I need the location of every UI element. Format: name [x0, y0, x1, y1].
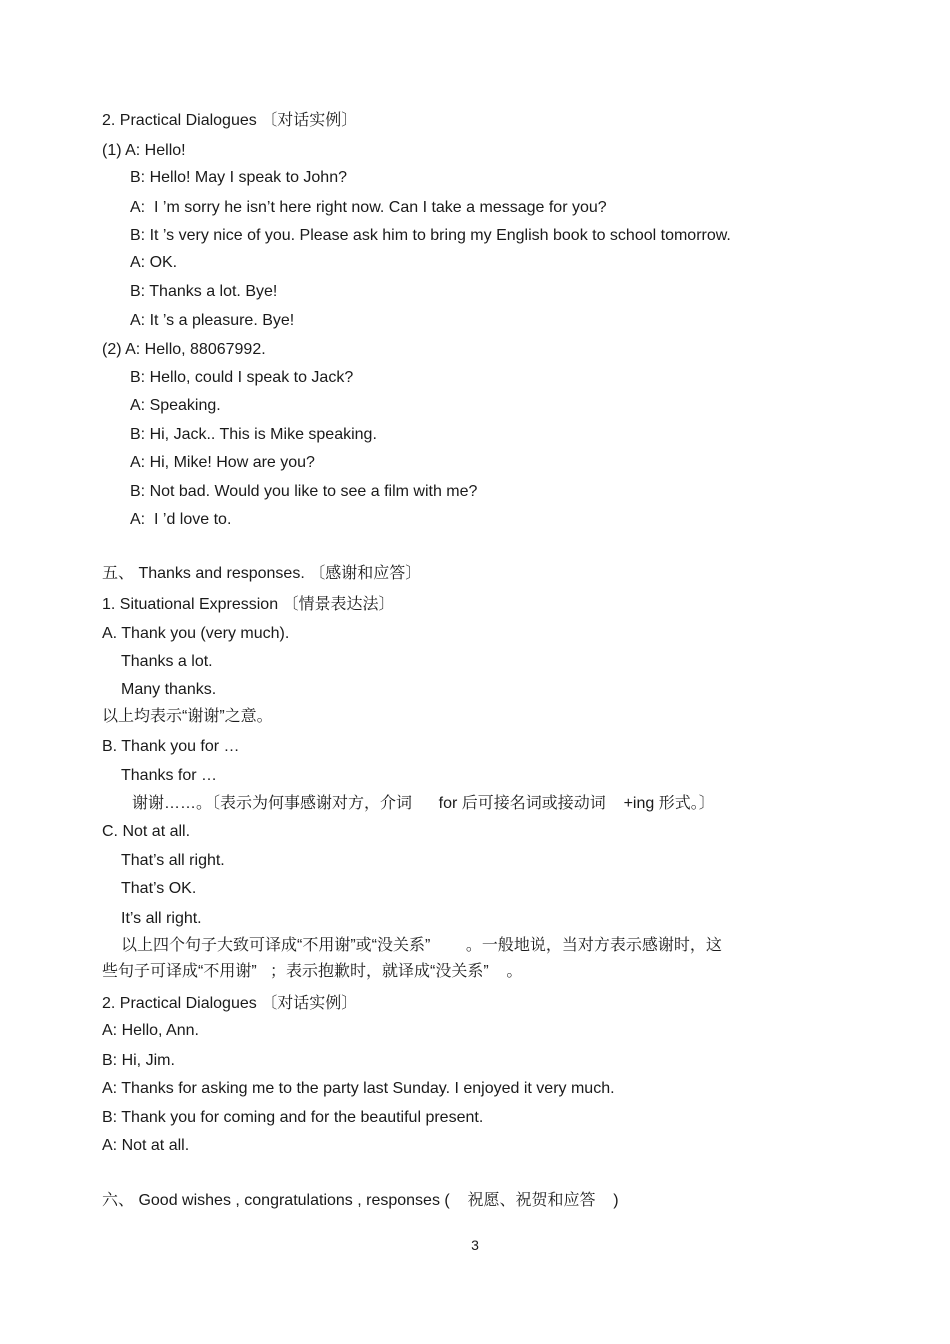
note-line: 以上四个句子大致可译成“不用谢”或“没关系” 。一般地说，当对方表示感谢时，这: [121, 937, 722, 954]
dialogue-line: A: Hello, Ann.: [102, 1022, 199, 1039]
expression-line: A. Thank you (very much).: [102, 625, 290, 642]
dialogue-line: B: Thanks a lot. Bye!: [130, 283, 278, 300]
dialogue-line: B: Hello! May I speak to John?: [130, 169, 347, 186]
dialogue-line: B: Hi, Jim.: [102, 1052, 175, 1069]
dialogue-line: A: OK.: [130, 254, 178, 271]
dialogue-line: B: Not bad. Would you like to see a film with me?: [130, 483, 478, 500]
dialogue-line: A: It ’s a pleasure. Bye!: [130, 312, 295, 329]
expression-line: B. Thank you for …: [102, 738, 240, 755]
expression-line: Many thanks.: [121, 681, 217, 698]
dialogue-line: B: Hi, Jack.. This is Mike speaking.: [130, 426, 377, 443]
expression-line: C. Not at all.: [102, 823, 191, 840]
dialogue-line: A: Hi, Mike! How are you?: [130, 454, 315, 471]
dialogue-line: B: Thank you for coming and for the beautiful present.: [102, 1109, 484, 1126]
expression-line: Thanks for …: [121, 767, 218, 784]
note-line: 些句子可译成“不用谢” ；表示抱歉时，就译成“没关系” 。: [102, 963, 523, 980]
section-heading: 六、 Good wishes , congratulations , responses ( 祝愿、祝贺和应答 ): [102, 1192, 619, 1209]
dialogue-line: (1) A: Hello!: [102, 142, 186, 159]
dialogue-line: A: Thanks for asking me to the party last Sunday. I enjoyed it very much.: [102, 1080, 615, 1097]
expression-line: That’s OK.: [121, 880, 197, 897]
subsection-heading: 1. Situational Expression 〔情景表达法〕: [102, 596, 395, 613]
dialogue-line: B: Hello, could I speak to Jack?: [130, 369, 354, 386]
page-number: 3: [471, 1237, 479, 1253]
section-heading: 五、 Thanks and responses. 〔感谢和应答〕: [102, 565, 422, 582]
dialogue-line: A: Speaking.: [130, 397, 221, 414]
subsection-heading: 2. Practical Dialogues 〔对话实例〕: [102, 995, 358, 1012]
dialogue-line: A: I ’d love to.: [130, 511, 232, 528]
note-line: 谢谢……。〔表示为何事感谢对方，介词 for 后可接名词或接动词 +ing 形式。〕: [132, 795, 715, 812]
expression-line: That’s all right.: [121, 852, 225, 869]
note-line: 以上均表示“谢谢”之意。: [102, 708, 273, 725]
expression-line: It’s all right.: [121, 910, 202, 927]
dialogue-line: A: I ’m sorry he isn’t here right now. Can I take a message for you?: [130, 199, 607, 216]
expression-line: Thanks a lot.: [121, 653, 213, 670]
dialogue-line: B: It ’s very nice of you. Please ask him to bring my English book to school tomorrow.: [130, 227, 731, 244]
dialogue-line: A: Not at all.: [102, 1137, 190, 1154]
section-heading: 2. Practical Dialogues 〔对话实例〕: [102, 112, 358, 129]
dialogue-line: (2) A: Hello, 88067992.: [102, 341, 266, 358]
